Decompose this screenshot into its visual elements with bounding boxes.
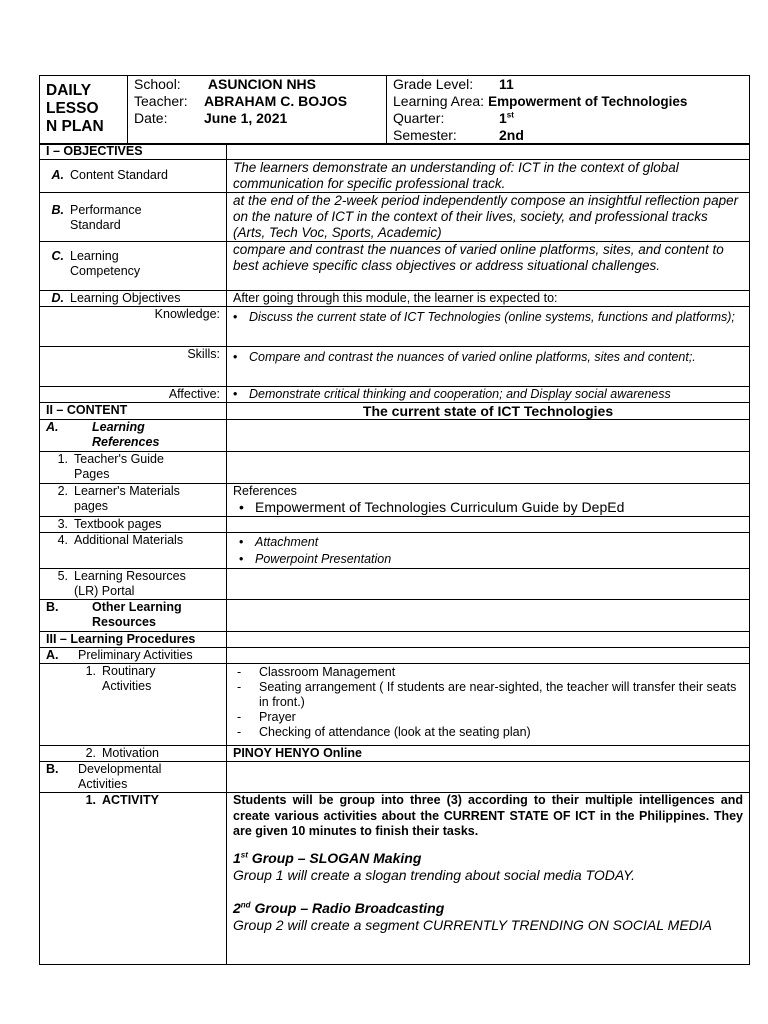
content-standard-label: Content Standard xyxy=(70,168,168,182)
content-topic: The current state of ICT Technologies xyxy=(227,403,750,420)
motivation-label: Motivation xyxy=(102,746,159,760)
routine-item: - Prayer xyxy=(233,710,743,725)
affective-label: Affective: xyxy=(40,387,227,403)
group2-title: 2nd Group – Radio Broadcasting xyxy=(233,899,445,916)
date-label: Date: xyxy=(134,110,168,126)
area-value: Empowerment of Technologies xyxy=(488,94,688,109)
learning-references-label: Learning References xyxy=(92,420,160,449)
routine-item: - Classroom Management xyxy=(233,665,743,680)
learning-objectives-label: Learning Objectives xyxy=(70,291,181,305)
teacher-value: ABRAHAM C. BOJOS xyxy=(204,93,348,109)
quarter-label: Quarter: xyxy=(393,110,445,126)
teacher-label: Teacher: xyxy=(134,93,188,109)
learning-competency-text: compare and contrast the nuances of varied online platforms, sites, and content to best achieve specific class objectives or address situational challenges. xyxy=(227,242,750,291)
additional-item-attachment: • Attachment xyxy=(233,534,743,551)
routine-item: - Checking of attendance (look at the seating plan) xyxy=(233,725,743,740)
activity-intro: Students will be group into three (3) according to their multiple intelligences and create various activities about the CURRENT STATE OF ICT in the Philippines. They are given 10 minutes to finish their tasks. xyxy=(233,793,743,838)
learning-objectives-text: After going through this module, the learner is expected to: xyxy=(227,291,750,307)
group1-text: Group 1 will create a slogan trending about social media TODAY. xyxy=(233,866,636,883)
knowledge-text: • Discuss the current state of ICT Technologies (online systems, functions and platforms); xyxy=(227,307,750,347)
textbook-pages-label: Textbook pages xyxy=(74,517,162,531)
date-value: June 1, 2021 xyxy=(204,110,288,126)
semester-value: 2nd xyxy=(499,127,524,143)
school-value: ASUNCION NHS xyxy=(207,76,317,92)
document-title: DAILY LESSO N PLAN xyxy=(40,76,128,145)
semester-label: Semester: xyxy=(393,127,457,143)
developmental-activities-label: Developmental Activities xyxy=(78,762,162,791)
additional-materials-label: Additional Materials xyxy=(74,533,184,547)
learners-materials-label: Learner's Materials pages xyxy=(74,484,180,513)
affective-text: • Demonstrate critical thinking and cooperation; and Display social awareness xyxy=(227,387,750,403)
group1-title: 1st Group – SLOGAN Making xyxy=(233,849,422,866)
performance-standard-label: Performance Standard xyxy=(70,203,142,232)
lesson-plan-body: I – OBJECTIVES A. Content Standard The learners demonstrate an understanding of: ICT in the context of global communication for specific professional track. B. Performance Standard at the end of the 2-week period independently compose an insightful reflection paper on the nature of ICT in the context of their lives, society, and professional tracks (Arts, Tech Voc, Sports, Academic) C. Learning Competency compare and contrast the nuances of varied online platforms, sites, and content to best achieve specific class objectives or address situational challenges. D. Learning Objectives After going through this module, the learner is expected to: Knowledge: • Discuss the current state of ICT Technologies (online systems, functions and platforms); Skills: • Compare and contrast the nuances of varied online platforms, sites and content;. Affective: • Demonstrate critical thinking and cooperation; and Display social awareness II – CONTENT The current state of ICT Technologies A. Learning References 1. Teacher's Guide Pages 2. Learner's Materials pages References • Empowerment of Technologies Curriculum Guide by DepEd 3. Textbook pages 4. Additional Materials • Attachment • Powerpoint Presentation 5. Learning Resources (LR) Portal B. Other Learning Resources III – Learning Procedures A. Preliminary Activities 1. Routinary Activities - Classroom Management - Seating arrangement ( If students are near-sighted, the teacher will transfer their seats in front.) - Prayer - Checking of attendance (look at the seating plan) 2. Motivation PINOY HENYO Online B. Developmental Activities 1. ACTIVITY Students will be group into three (3) according to their multiple intelligences and create various activities about the CURRENT STATE OF ICT in the Philippines. They are given 10 minutes to finish their tasks. 1st Group – SLOGAN Making Group 1 will create a slogan trending about social media TODAY. 2nd Group – Radio Broadcasting Group 2 will create a segment CURRENTLY TRENDING ON SOCIAL MEDIA xyxy=(39,143,750,965)
lr-portal-label: Learning Resources (LR) Portal xyxy=(74,569,186,598)
knowledge-label: Knowledge: xyxy=(40,307,227,347)
routinary-activities-label: Routinary Activities xyxy=(102,664,156,693)
routine-item: - Seating arrangement ( If students are near-sighted, the teacher will transfer their seats in front.) xyxy=(233,680,743,710)
quarter-value: 1st xyxy=(499,110,514,126)
routine-list xyxy=(227,664,750,746)
preliminary-activities-label: Preliminary Activities xyxy=(78,648,193,662)
additional-item-powerpoint: • Powerpoint Presentation xyxy=(233,551,743,568)
group2-text: Group 2 will create a segment CURRENTLY TRENDING ON SOCIAL MEDIA xyxy=(233,916,713,933)
lesson-plan-header xyxy=(39,75,750,145)
class-info-cell xyxy=(387,76,750,145)
school-info-cell xyxy=(128,76,387,145)
skills-label: Skills: xyxy=(40,347,227,387)
references-item: • Empowerment of Technologies Curriculum Guide by DepEd xyxy=(233,499,743,516)
procedures-heading: III – Learning Procedures xyxy=(40,632,227,648)
references-cell xyxy=(227,484,750,517)
activity-cell xyxy=(227,793,750,965)
references-label: References xyxy=(233,484,297,498)
school-label: School: xyxy=(134,76,181,92)
performance-standard-text: at the end of the 2-week period independently compose an insightful reflection paper on the nature of ICT in the context of their lives, society, and professional tracks (Arts, Tech Voc, Sports, Academic) xyxy=(227,193,750,242)
grade-label: Grade Level: xyxy=(393,76,474,92)
activity-label: ACTIVITY xyxy=(102,793,159,807)
area-label: Learning Area: xyxy=(393,93,485,109)
grade-value: 11 xyxy=(499,76,514,92)
content-heading: II – CONTENT xyxy=(40,403,227,420)
other-resources-label: Other Learning Resources xyxy=(92,600,182,629)
learning-competency-label: Learning Competency xyxy=(70,249,141,278)
objectives-heading: I – OBJECTIVES xyxy=(40,144,227,160)
skills-text: • Compare and contrast the nuances of varied online platforms, sites and content;. xyxy=(227,347,750,387)
motivation-text: PINOY HENYO Online xyxy=(227,746,750,762)
teachers-guide-label: Teacher's Guide Pages xyxy=(74,452,164,481)
content-standard-text: The learners demonstrate an understanding of: ICT in the context of global communication for specific professional track. xyxy=(227,160,750,193)
